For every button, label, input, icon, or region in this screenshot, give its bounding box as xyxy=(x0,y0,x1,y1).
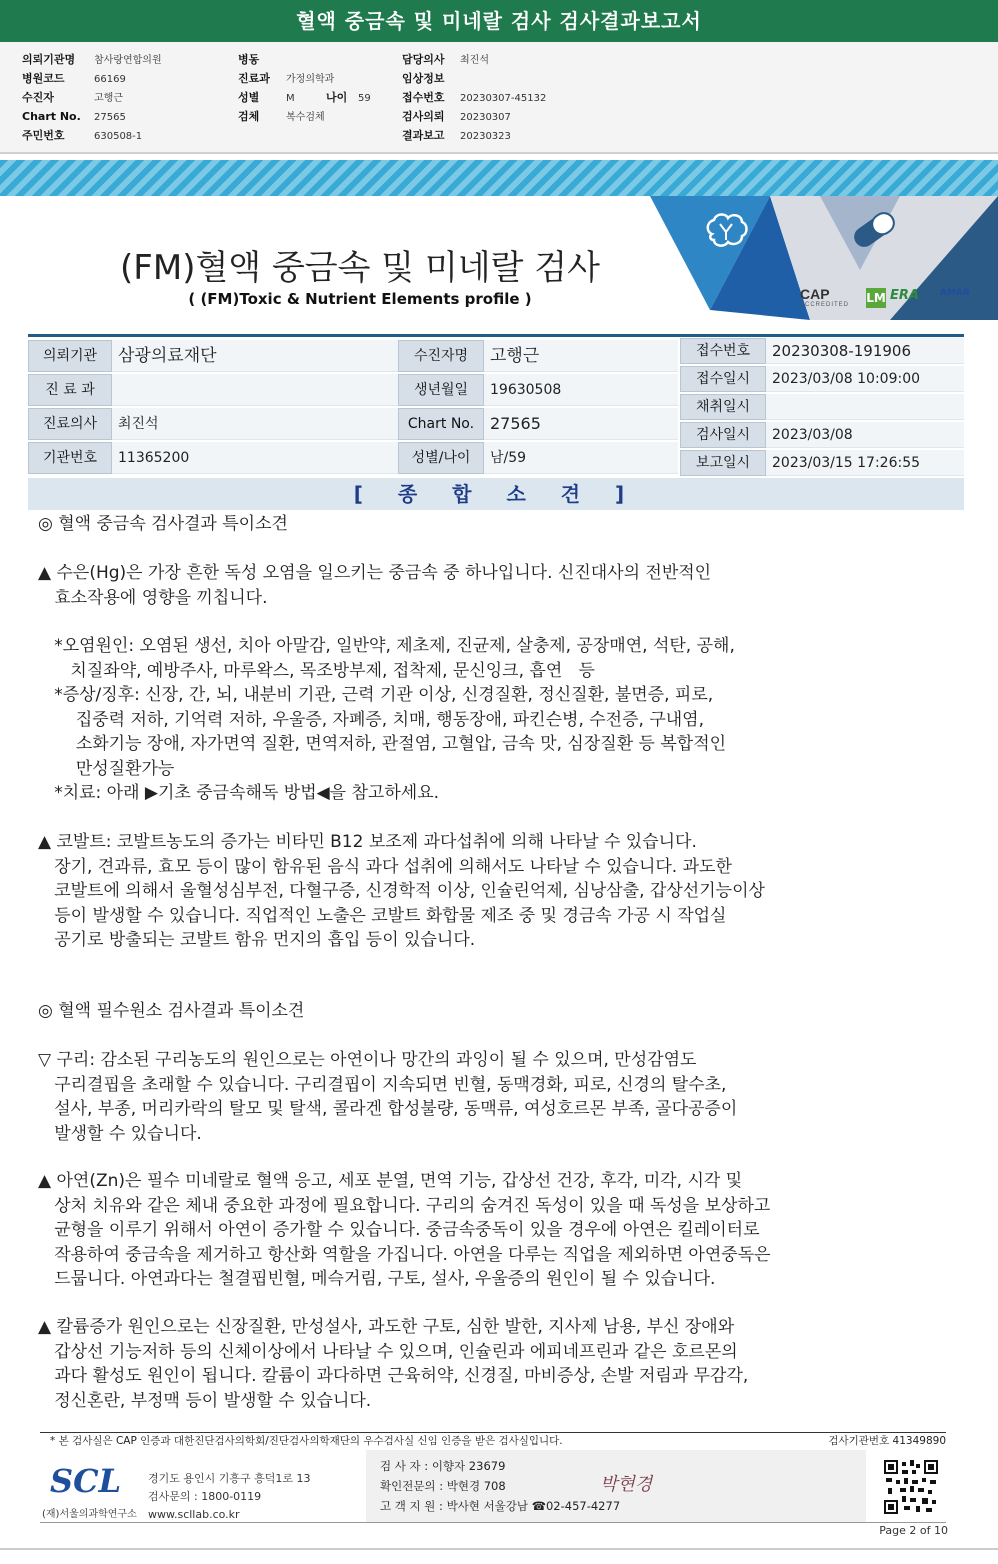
info-label: 성별/나이 xyxy=(398,442,484,474)
potassium-paragraph: ▲ 칼륨증가 원인으로는 신장질환, 만성설사, 과도한 구토, 심한 발한, 지사제 남용, 부신 장애와 갑상선 기능저하 등의 신체이상에서 나타날 수 있으며, 인슐린과 에피네프린과 같은 호르몬의 과다 활성도 원인이 됩니다. 칼륨이 과다하면 근육허약, 신경질, 마비증상, 손발 저림과 무감각, 정신혼란, 부정맥 등이 발생할 수 있습니다. xyxy=(38,1317,749,1411)
staff-specialist: 확인전문의 : 박현경 708 xyxy=(380,1479,506,1493)
agency-code: 검사기관번호 41349890 xyxy=(828,1435,946,1447)
copper-paragraph: ▽ 구리: 감소된 구리농도의 원인으로는 아연이나 망간의 과잉이 될 수 있으며, 만성감염도 구리결핍을 초래할 수 있습니다. 구리결핍이 지속되면 빈혈, 동맥경화, 피로, 신경의 탈수초, 설사, 부종, 머리카락의 탈모 및 탈색, 콜라겐 합성불량, 동맥류, 여성호르몬 부족, 골다공증이 발생할 수 있습니다. xyxy=(38,1050,738,1144)
meta-value: 가정의학과 xyxy=(286,74,335,85)
report-title: (FM)혈액 중금속 및 미네랄 검사 xyxy=(120,248,600,288)
meta-label: 담당의사 xyxy=(402,53,445,66)
meta-label: 병동 xyxy=(238,53,260,66)
request-meta xyxy=(0,42,998,154)
info-label: 의뢰기관 xyxy=(28,340,112,372)
meta-col-2 xyxy=(238,50,371,126)
meta-col-1 xyxy=(22,50,162,145)
info-top-border xyxy=(28,334,964,337)
meta-label: 검체 xyxy=(238,110,260,123)
meta-label: 의뢰기관명 xyxy=(22,53,76,66)
meta-value: 20230307 xyxy=(460,112,511,123)
mercury-details: *오염원인: 오염된 생선, 치아 아말감, 일반약, 제초제, 진균제, 살충제, 공장매연, 석탄, 공해, 치질좌약, 예방주사, 마루왁스, 목조방부제, 접착제, 문신잉크, 흡연 등 *증상/징후: 신장, 간, 뇌, 내분비 기관, 근력 기관 이상, 신경질환, 정신질환, 불면증, 피로, 집중력 저하, 기억력 저하, 우울증, 자폐증, 치매, 행동장애, 파킨슨병, 수전증, 구내염, 소화기능 장애, 자가면역 질환, 면역저하, 관절염, 고혈압, 금속 맛, 심장질환 등 복합적인 만성질환가능 *치료: 아래 ▶기초 중금속해독 방법◀을 참고하세요. xyxy=(54,636,735,803)
info-value: 27565 xyxy=(484,408,678,440)
lab-website[interactable]: www.scllab.co.kr xyxy=(148,1508,240,1521)
meta-label: Chart No. xyxy=(22,110,81,123)
info-label: 수진자명 xyxy=(398,340,484,372)
info-label: 접수번호 xyxy=(680,338,766,364)
meta-label: 나이 xyxy=(326,91,348,104)
info-label: 채취일시 xyxy=(680,394,766,420)
meta-label: 접수번호 xyxy=(402,91,445,104)
meta-value: M xyxy=(286,93,295,104)
meta-value: 참사랑연합의원 xyxy=(94,55,162,66)
info-value: 남/59 xyxy=(484,442,678,474)
info-label: 진료의사 xyxy=(28,408,112,440)
amab-logo: AMAB xyxy=(940,288,970,298)
meta-label: 임상정보 xyxy=(402,72,445,85)
info-value: 11365200 xyxy=(112,442,398,474)
staff-tester: 검 사 자 : 이향자 23679 xyxy=(380,1459,506,1473)
meta-label: 결과보고 xyxy=(402,129,445,142)
cap-logo: CAP ACCREDITED xyxy=(800,286,850,308)
summary-heading: [ 종 합 소 견 ] xyxy=(28,478,964,510)
info-value: 19630508 xyxy=(484,374,678,406)
scl-logo: SCL xyxy=(50,1462,122,1500)
meta-value: 최진석 xyxy=(460,55,489,66)
meta-value: 59 xyxy=(358,93,371,104)
cobalt-paragraph: ▲ 코발트: 코발트농도의 증가는 비타민 B12 보조제 과다섭취에 의해 나타날 수 있습니다. 장기, 견과류, 효모 등이 많이 함유된 음식 과다 섭취에 의해서도 나타날 수 있습니다. 과도한 코발트에 의해서 울혈성심부전, 다혈구증, 신경학적 이상, 인슐린억제, 심낭삼출, 갑상선기능이상 등이 발생할 수 있습니다. 직업적인 노출은 코발트 화합물 제조 중 및 경금속 가공 시 작업실 공기로 방출되는 코발트 함유 먼지의 흡입 등이 있습니다. xyxy=(38,832,765,950)
banner-art xyxy=(650,160,998,320)
mercury-paragraph: ▲ 수은(Hg)은 가장 흔한 독성 오염을 일으키는 중금속 중 하나입니다. 신진대사의 전반적인 효소작용에 영향을 끼칩니다. xyxy=(38,563,712,608)
meta-label: 수진자 xyxy=(22,91,54,104)
meta-value: 고행근 xyxy=(94,93,123,104)
section-heavy-metals-title: ◎ 혈액 중금속 검사결과 특이소견 xyxy=(38,514,288,534)
meta-value: 20230307-45132 xyxy=(460,93,547,104)
info-label: 기관번호 xyxy=(28,442,112,474)
meta-value: 66169 xyxy=(94,74,126,85)
qr-code-icon xyxy=(884,1460,938,1514)
info-value: 최진석 xyxy=(112,408,398,440)
lm-logo: LM xyxy=(866,288,886,308)
info-value: 2023/03/15 17:26:55 xyxy=(766,450,964,476)
meta-value: 20230323 xyxy=(460,131,511,142)
info-value: 2023/03/08 xyxy=(766,422,964,448)
brain-icon xyxy=(702,210,750,254)
info-value: 고행근 xyxy=(484,340,678,372)
info-value: 삼광의료재단 xyxy=(112,340,398,372)
meta-col-3 xyxy=(402,50,546,145)
report-subtitle: ( (FM)Toxic & Nutrient Elements profile ) xyxy=(188,290,532,308)
info-label: 진 료 과 xyxy=(28,374,112,406)
page-number: Page 2 of 10 xyxy=(879,1524,948,1537)
info-label: 보고일시 xyxy=(680,450,766,476)
meta-value: 27565 xyxy=(94,112,126,123)
info-value xyxy=(112,374,398,406)
meta-value: 630508-1 xyxy=(94,131,143,142)
bottom-border xyxy=(0,1548,998,1550)
info-value xyxy=(766,394,964,420)
info-label: 검사일시 xyxy=(680,422,766,448)
info-value: 20230308-191906 xyxy=(766,338,964,364)
info-label: 생년월일 xyxy=(398,374,484,406)
section-essential-title: ◎ 혈액 필수원소 검사결과 특이소견 xyxy=(38,1001,305,1021)
window-title: 혈액 중금속 및 미네랄 검사 검사결과보고서 xyxy=(0,0,998,42)
meta-label: 병원코드 xyxy=(22,72,65,85)
zinc-paragraph: ▲ 아연(Zn)은 필수 미네랄로 혈액 응고, 세포 분열, 면역 기능, 갑상선 건강, 후각, 미각, 시각 및 상처 치유와 같은 체내 중요한 과정에 필요합니다. 구리의 숨겨진 독성이 있을 때 독성을 보상하고 균형을 이루기 위해서 아연이 증가할 수 있습니다. 중금속중독이 있을 경우에 아연은 킬레이터로 작용하여 중금속을 제거하고 항산화 역할을 가집니다. 아연을 다루는 직업을 제외하면 아연중독은 드뭅니다. 아연과다는 철결핍빈혈, 메슥거림, 구토, 설사, 우울증의 원인이 될 수 있습니다. xyxy=(38,1171,771,1289)
pill-icon xyxy=(846,206,902,254)
meta-label: 주민번호 xyxy=(22,129,65,142)
certification-note: * 본 검사실은 CAP 인증과 대한진단검사의학회/진단검사의학재단의 우수검사실 신임 인증을 받은 검사실입니다. xyxy=(50,1435,563,1447)
org-name: (재)서울의과학연구소 xyxy=(42,1509,137,1520)
staff-support: 고 객 지 원 : 박사현 서울강남 ☎02-457-4277 xyxy=(380,1499,621,1513)
meta-label: 성별 xyxy=(238,91,260,104)
era-logo: ERA xyxy=(890,288,919,303)
info-label: 접수일시 xyxy=(680,366,766,392)
signature: 박현경 xyxy=(600,1474,653,1495)
info-value: 2023/03/08 10:09:00 xyxy=(766,366,964,392)
meta-label: 진료과 xyxy=(238,72,270,85)
meta-value: 복수검체 xyxy=(286,112,325,123)
info-label: Chart No. xyxy=(398,408,484,440)
meta-label: 검사의뢰 xyxy=(402,110,445,123)
page-bar xyxy=(40,1522,946,1540)
lab-address-block xyxy=(148,1470,311,1524)
lab-phone: 검사문의 : 1800-0119 xyxy=(148,1490,262,1503)
lab-address: 경기도 용인시 기흥구 흥덕1로 13 xyxy=(148,1472,311,1485)
